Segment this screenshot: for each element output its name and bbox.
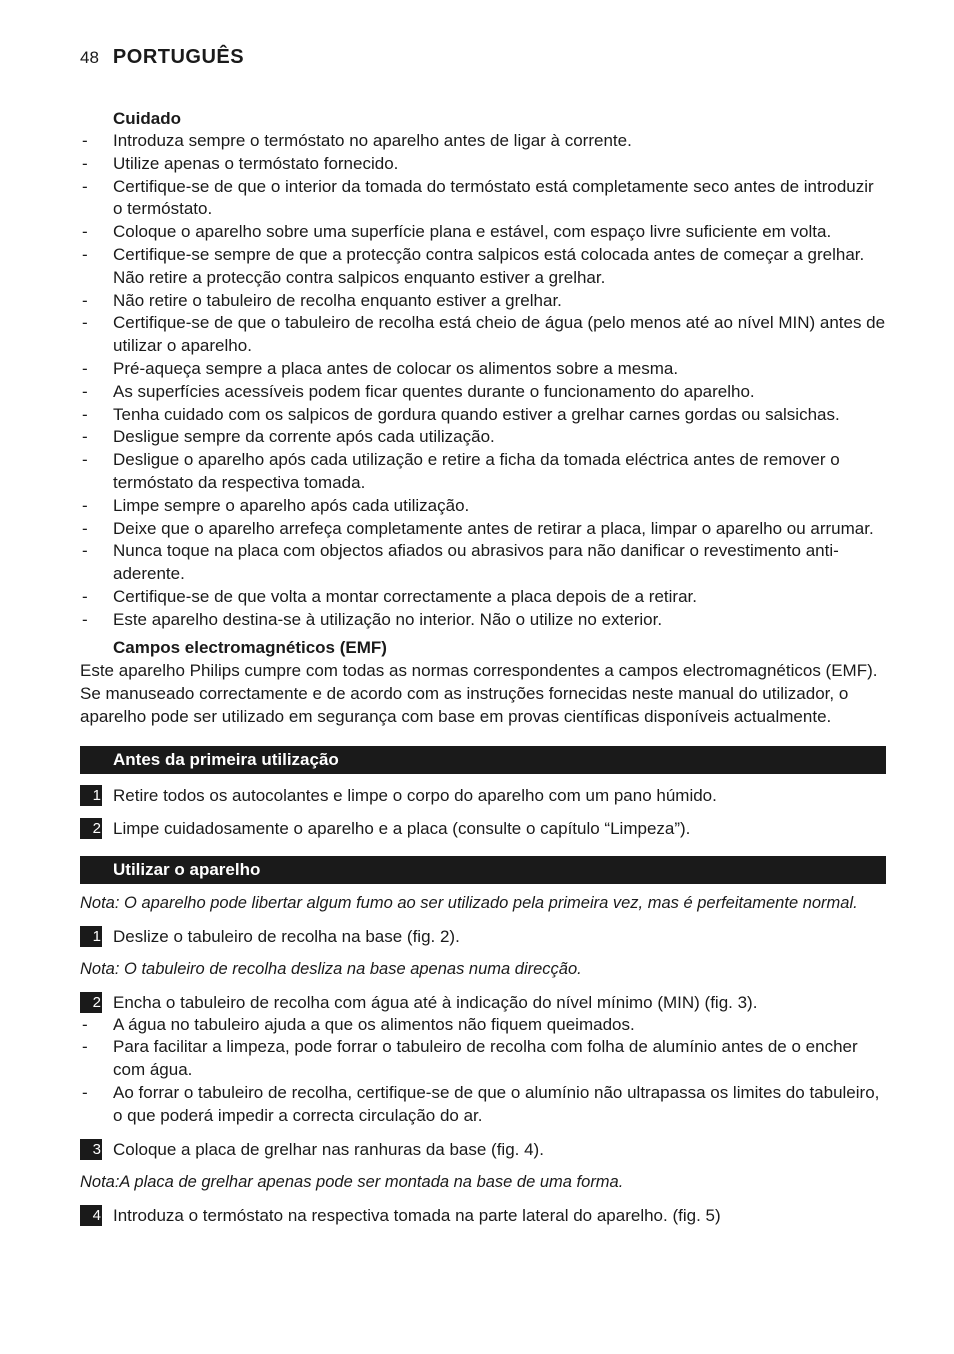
- step-number: 2: [80, 818, 102, 839]
- caution-list: [80, 130, 886, 632]
- caution-item: - As superfícies acessíveis podem ficar quentes durante o funcionamento do aparelho.: [82, 381, 755, 401]
- caution-item: - Utilize apenas o termóstato fornecido.: [82, 153, 399, 173]
- section-bar-first-use: Antes da primeira utilização: [80, 746, 886, 774]
- caution-item: - Certifique-se de que o tabuleiro de recolha está cheio de água (pelo menos até ao nível MIN) antes de utilizar o aparelho.: [82, 313, 886, 356]
- caution-item: - Limpe sempre o aparelho após cada utilização.: [82, 495, 470, 515]
- step-bullet: - Ao forrar o tabuleiro de recolha, certifique-se de que o alumínio não ultrapassa os limites do tabuleiro, o que poderá impedir a correcta circulação do ar.: [82, 1082, 880, 1125]
- step-bullet-list: [80, 1014, 886, 1128]
- step-item: 3 Coloque a placa de grelhar nas ranhuras da base (fig. 4).: [80, 1138, 886, 1161]
- caution-item: - Este aparelho destina-se à utilização no interior. Não o utilize no exterior.: [82, 609, 663, 629]
- emf-paragraph: Este aparelho Philips cumpre com todas as normas correspondentes a campos electromagnéticos (EMF). Se manuseado correctamente e de acordo com as instruções fornecidas neste manual do utilizador, o aparelho pode ser utilizado em segurança com base em provas científicas disponíveis actualmente.: [80, 660, 878, 726]
- page-header: [80, 46, 244, 76]
- caution-item: - Deixe que o aparelho arrefeça completamente antes de retirar a placa, limpar o aparelho ou arrumar.: [82, 518, 874, 538]
- step-item: 2 Encha o tabuleiro de recolha com água até à indicação do nível mínimo (MIN) (fig. 3).: [80, 991, 886, 1014]
- step-bullet: - Para facilitar a limpeza, pode forrar o tabuleiro de recolha com folha de alumínio antes de o encher com água.: [82, 1037, 858, 1080]
- caution-item: - Tenha cuidado com os salpicos de gordura quando estiver a grelhar carnes gordas ou salsichas.: [82, 404, 840, 424]
- step-item: 1 Deslize o tabuleiro de recolha na base (fig. 2).: [80, 925, 886, 948]
- caution-item: - Desligue o aparelho após cada utilização e retire a ficha da tomada eléctrica antes de remover o termóstato da respectiva tomada.: [82, 450, 840, 492]
- caution-heading: Cuidado: [113, 109, 181, 128]
- step-number: 1: [80, 926, 102, 947]
- language-title: PORTUGUÊS: [112, 46, 245, 68]
- step-number: 4: [80, 1205, 102, 1226]
- caution-item: - Nunca toque na placa com objectos afiados ou abrasivos para não danificar o revestimento anti-aderente.: [82, 541, 839, 584]
- note-text: Nota:A placa de grelhar apenas pode ser montada na base de uma forma.: [80, 1172, 624, 1191]
- step-number: 3: [80, 1139, 102, 1160]
- step-number: 1: [80, 785, 102, 806]
- caution-item: - Pré-aqueça sempre a placa antes de colocar os alimentos sobre a mesma.: [82, 358, 679, 378]
- step-number: 2: [80, 992, 102, 1013]
- caution-item: - Desligue sempre da corrente após cada utilização.: [82, 427, 495, 447]
- step-bullet: - A água no tabuleiro ajuda a que os alimentos não fiquem queimados.: [82, 1014, 635, 1034]
- page-number: 48: [80, 48, 99, 67]
- step-item: 4 Introduza o termóstato na respectiva tomada na parte lateral do aparelho. (fig. 5): [80, 1204, 886, 1227]
- caution-item: - Certifique-se de que volta a montar correctamente a placa depois de a retirar.: [82, 586, 697, 606]
- step-item: 1 Retire todos os autocolantes e limpe o corpo do aparelho com um pano húmido.: [80, 784, 886, 807]
- caution-item: - Certifique-se sempre de que a protecção contra salpicos está colocada antes de começar a grelhar. Não retire a protecção contra salpicos enquanto estiver a grelhar.: [82, 244, 865, 287]
- page-content: [80, 107, 886, 1227]
- caution-item: - Introduza sempre o termóstato no aparelho antes de ligar à corrente.: [82, 131, 632, 150]
- step-item: 2 Limpe cuidadosamente o aparelho e a placa (consulte o capítulo “Limpeza”).: [80, 817, 886, 840]
- section-bar-using: Utilizar o aparelho: [80, 856, 886, 884]
- emf-heading: Campos electromagnéticos (EMF): [113, 637, 387, 657]
- caution-item: - Não retire o tabuleiro de recolha enquanto estiver a grelhar.: [82, 290, 562, 310]
- caution-item: - Certifique-se de que o interior da tomada do termóstato está completamente seco antes de introduzir o termóstato.: [82, 176, 874, 219]
- caution-item: - Coloque o aparelho sobre uma superfície plana e estável, com espaço livre suficiente em volta.: [82, 222, 832, 242]
- note-text: Nota: O tabuleiro de recolha desliza na base apenas numa direcção.: [80, 959, 582, 978]
- note-text: Nota: O aparelho pode libertar algum fumo ao ser utilizado pela primeira vez, mas é perfeitamente normal.: [80, 893, 858, 912]
